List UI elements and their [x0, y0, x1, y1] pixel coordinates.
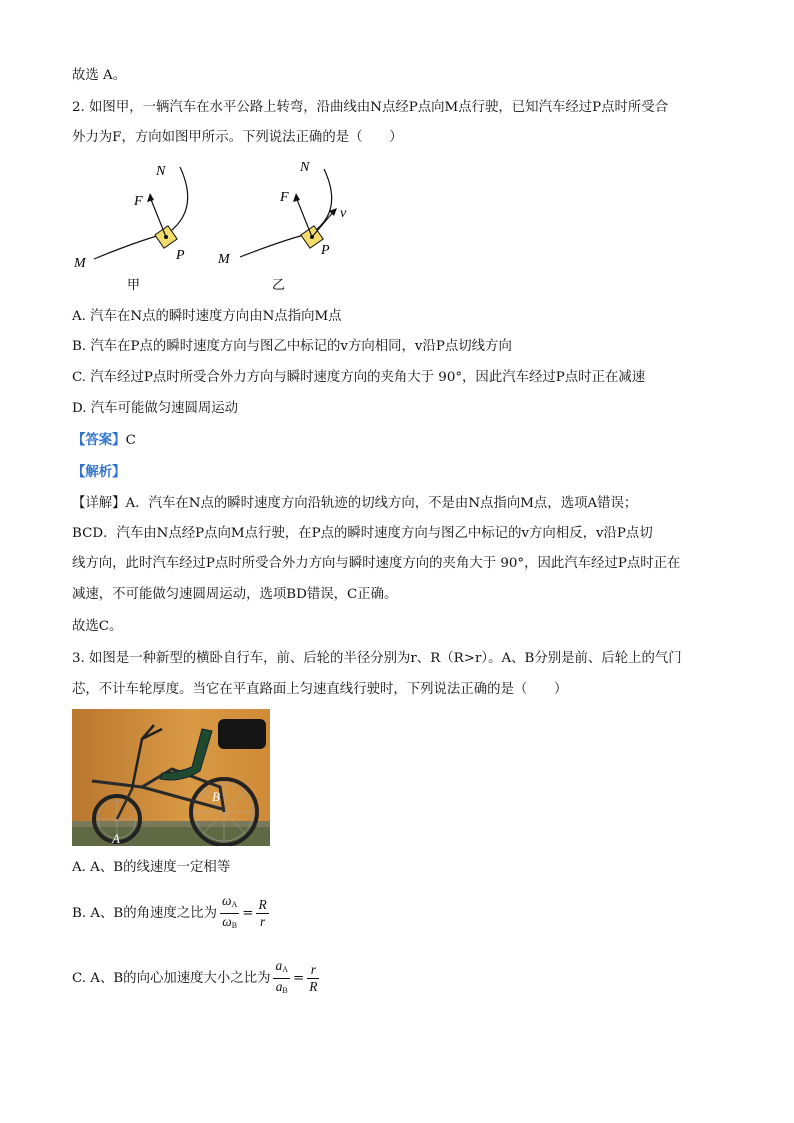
q3-stem-line2: 芯，不计车轮厚度。当它在平直路面上匀速直线行驶时，下列说法正确的是（ ）: [72, 682, 568, 697]
q2-stem-line2: 外力为F，方向如图甲所示。下列说法正确的是（ ）: [72, 130, 403, 145]
yi-label-v: v: [340, 206, 347, 221]
q2-detail-line3: 线方向，此时汽车经过P点时所受合外力方向与瞬时速度方向的夹角大于 90°，因此汽车经过P点时正在: [72, 556, 681, 571]
yi-force-arrow: [296, 197, 312, 237]
q3-option-b-text: B. A、B的角速度之比为: [72, 906, 217, 921]
yi-label-M: M: [218, 252, 230, 267]
jia-label-F: F: [134, 194, 143, 209]
accel-ratio: $\frac{a_A}{a_B}$: [275, 958, 288, 995]
yi-velocity-arrow: [312, 211, 334, 237]
radius-ratio-b: $\frac{R}{r}$: [258, 897, 267, 929]
q2-stem-line1: 2. 如图甲，一辆汽车在水平公路上转弯，沿曲线由N点经P点向M点行驶，已知汽车经过P点时所受合: [72, 100, 669, 115]
yi-label-N: N: [300, 160, 310, 175]
yi-label-F: F: [280, 190, 289, 205]
q3-option-c: [72, 958, 322, 999]
answer-value: C: [125, 433, 136, 448]
q2-detail-line2: BCD．汽车由N点经P点向M点行驶，在P点的瞬时速度方向与图乙中标记的v方向相反，v沿P点切: [72, 526, 653, 541]
equals-sign: =: [242, 906, 254, 921]
q3-stem-line1: 3. 如图是一种新型的横卧自行车，前、后轮的半径分别为r、R（R>r）。A、B分别是前、后轮上的气门: [72, 651, 682, 666]
yi-curve: [240, 169, 332, 257]
omega-ratio: $\frac{\omega_A}{\omega_B}$: [222, 893, 238, 930]
figure-yi: [214, 153, 364, 295]
q2-detail-line4: 减速，不可能做匀速圆周运动，选项BD错误，C正确。: [72, 587, 398, 602]
prev-conclusion: 故选 A。: [72, 68, 127, 83]
q2-option-d: D. 汽车可能做匀速圆周运动: [72, 401, 239, 416]
q2-option-b: B. 汽车在P点的瞬时速度方向与图乙中标记的v方向相同，v沿P点切线方向: [72, 339, 512, 354]
yi-label-P: P: [321, 243, 330, 258]
q3-option-b: [72, 893, 272, 934]
jia-label-P: P: [176, 248, 185, 263]
q2-option-c: C. 汽车经过P点时所受合外力方向与瞬时速度方向的夹角大于 90°，因此汽车经过P点时正在减速: [72, 370, 646, 385]
q2-answer: [72, 430, 136, 451]
q3-option-c-text: C. A、B的向心加速度大小之比为: [72, 971, 271, 986]
jia-label-N: N: [156, 164, 166, 179]
jia-label-M: M: [74, 256, 86, 271]
yi-caption: 乙: [272, 278, 286, 293]
figure-jia: [70, 155, 210, 295]
photo-label-B: B: [212, 789, 220, 804]
jia-force-arrow: [150, 197, 166, 237]
analysis-tag: 【解析】: [72, 464, 126, 480]
q2-conclusion: 故选C。: [72, 619, 123, 634]
photo-label-A: A: [112, 831, 120, 846]
jia-caption: 甲: [127, 278, 141, 293]
q2-detail-line1: 【详解】A．汽车在N点的瞬时速度方向沿轨迹的切线方向，不是由N点指向M点，选项A错误；: [72, 496, 638, 511]
jia-curve: [94, 167, 188, 259]
radius-ratio-c: $\frac{r}{R}$: [309, 962, 318, 994]
answer-tag: 【答案】: [72, 432, 126, 448]
recumbent-bicycle-photo: [72, 709, 270, 846]
q3-option-a: A. A、B的线速度一定相等: [72, 860, 231, 875]
equals-sign: =: [292, 971, 305, 986]
q2-analysis-tag: [72, 462, 126, 483]
q2-option-a: A. 汽车在N点的瞬时速度方向由N点指向M点: [72, 309, 342, 324]
